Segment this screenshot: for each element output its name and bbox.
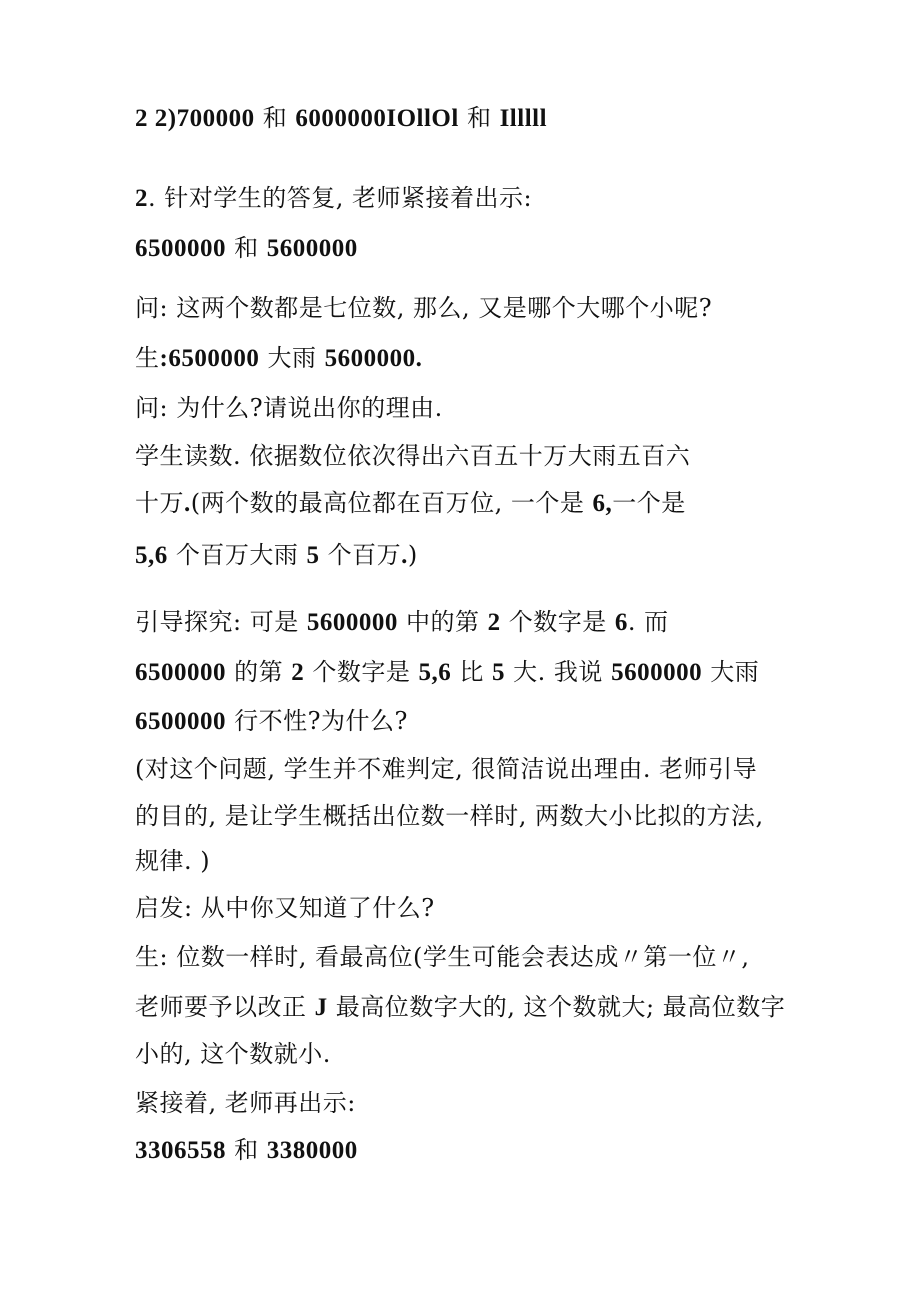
paragraph-text: (两个数的最高位都在百万位, 一个是 [190, 489, 593, 517]
paragraph-text: 问: 这两个数都是七位数, 那么, 又是哪个大哪个小呢? [135, 294, 713, 322]
connector-text: 和 [226, 1136, 267, 1164]
punctuation-text: . [401, 542, 408, 569]
line-guided-inquiry-end [135, 706, 408, 737]
line-step-2 [135, 183, 532, 214]
paragraph-text: . 针对学生的答复, 老师紧接着出示: [148, 184, 533, 212]
paragraph-text: 规律. ) [135, 847, 211, 875]
paragraph-text: 问: 为什么?请说出你的理由. [135, 394, 443, 422]
paragraph-text: 个百万 [319, 541, 402, 569]
paragraph-text: 大雨 [702, 658, 760, 686]
connector-text: 和 [254, 104, 296, 132]
paragraph-text: 个数字是 [304, 658, 419, 686]
line-student-answer [135, 343, 422, 374]
paragraph-text: 学生读数. 依据数位依次得出六百五十万大雨五百六 [135, 442, 691, 470]
line-student-rule-end [135, 1039, 331, 1069]
number-text: 5600000. [324, 345, 423, 372]
number-text: 2 [291, 659, 305, 686]
paragraph-text: . 而 [627, 608, 669, 636]
paragraph-text: 中的第 [397, 608, 488, 636]
line-guided-inquiry [135, 607, 669, 638]
number-text: 5 [306, 542, 320, 569]
number-text: 6500000 [135, 708, 226, 735]
number-text: 5,6 [135, 542, 168, 569]
paragraph-text: 启发: 从中你又知道了什么? [135, 894, 435, 922]
paragraph-text: 小的, 这个数就小. [135, 1040, 331, 1068]
number-text: 5600000 [266, 235, 358, 262]
letter-text: J [314, 994, 328, 1021]
number-text: 3306558 [135, 1137, 226, 1164]
speaker-label: 生 [135, 344, 160, 372]
number-text: 2 [487, 609, 501, 636]
line-prompt [135, 893, 435, 923]
line-student-rule [135, 942, 749, 972]
paragraph-text: 引导探究: 可是 [135, 608, 307, 636]
paragraph-text: (对这个问题, 学生并不难判定, 很简洁说出理由. 老师引导 [135, 755, 758, 783]
line-student-reading [135, 441, 690, 471]
paragraph-text: 一个是 [612, 489, 686, 517]
step-number: 2 [135, 185, 148, 212]
number-text: 6500000 [135, 235, 226, 262]
paragraph-text: 生: 位数一样时, 看最高位(学生可能会表达成〃第一位〃, [135, 943, 750, 971]
line-numbers-pair [135, 233, 358, 264]
number-text: 6000000IOllOl [295, 105, 459, 132]
paragraph-text: 的第 [226, 658, 292, 686]
line-question [135, 293, 712, 323]
number-text: 6, [592, 490, 613, 517]
line-student-rule-cont [135, 992, 785, 1023]
paragraph-text: ) [407, 541, 418, 569]
paragraph-text: 个数字是 [500, 608, 615, 636]
number-text: 6500000 [135, 659, 226, 686]
paragraph-text: 个百万大雨 [167, 541, 307, 569]
paragraph-text: 老师要予以改正 [135, 993, 315, 1021]
connector-text: 和 [458, 104, 500, 132]
line-explanation-end [135, 540, 418, 571]
number-text: 3380000 [266, 1137, 358, 1164]
line-question-why [135, 393, 443, 423]
number-text: 6 [614, 609, 628, 636]
line-teacher-note-cont [135, 801, 764, 831]
paragraph-text: 最高位数字大的, 这个数就大; 最高位数字 [327, 993, 786, 1021]
line-teacher-note-end [135, 846, 210, 876]
paragraph-text: 比 [451, 658, 493, 686]
punctuation-text: . [184, 490, 191, 517]
paragraph-text: 十万 [135, 489, 184, 517]
line-compare-pairs [135, 103, 547, 134]
paragraph-text: 行不性?为什么? [226, 707, 408, 735]
line-next-step [135, 1088, 356, 1118]
number-text: 5,6 [418, 659, 452, 686]
line-teacher-note [135, 754, 757, 784]
connector-text: 和 [226, 234, 267, 262]
number-text: 5600000 [611, 659, 703, 686]
line-final-pair [135, 1135, 358, 1166]
line-guided-inquiry-cont [135, 657, 759, 688]
number-text: Illlll [499, 105, 548, 132]
paragraph-text: 紧接着, 老师再出示: [135, 1089, 356, 1117]
number-text: 5 [492, 659, 506, 686]
paragraph-text: 的目的, 是让学生概括出位数一样时, 两数大小比拟的方法, [135, 802, 764, 830]
number-text: 2 2)700000 [135, 105, 255, 132]
number-text: 5600000 [306, 609, 398, 636]
line-explanation [135, 488, 686, 519]
number-text: :6500000 [159, 345, 260, 372]
paragraph-text: 大. 我说 [505, 658, 612, 686]
connector-text: 大雨 [259, 344, 325, 372]
